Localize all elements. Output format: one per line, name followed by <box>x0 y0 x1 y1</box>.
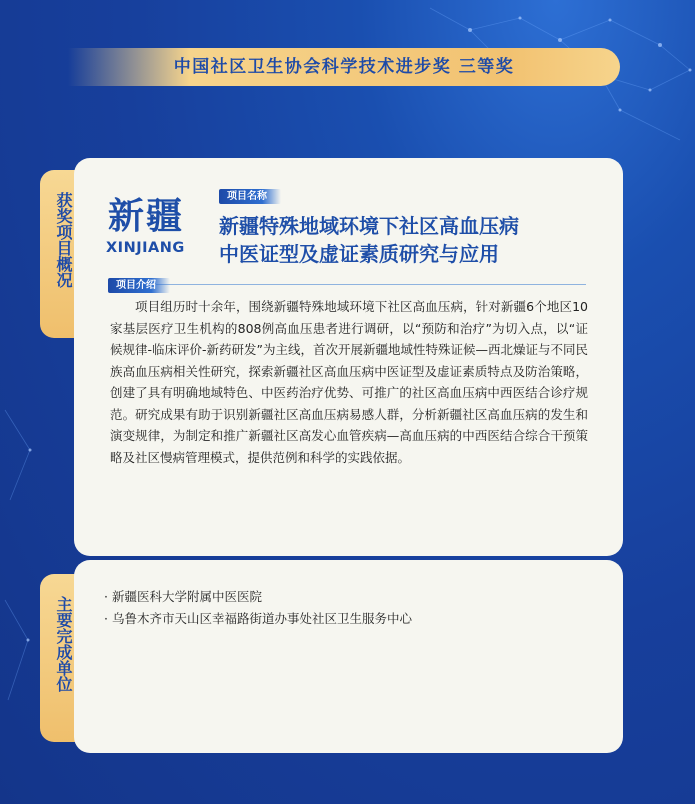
tab-units-label: 主要完成单位 <box>54 596 73 692</box>
project-title-line1: 新疆特殊地域环境下社区高血压病 <box>219 214 519 238</box>
award-banner <box>68 48 620 86</box>
list-item: · 新疆医科大学附属中医医院 <box>104 589 262 604</box>
project-intro-label: 项目介绍 <box>108 278 170 293</box>
project-name-label: 项目名称 <box>219 189 281 204</box>
project-title-line2: 中医证型及虚证素质研究与应用 <box>219 242 499 266</box>
units-card <box>74 560 623 753</box>
project-description: 项目组历时十余年，围绕新疆特殊地域环境下社区高血压病，针对新疆6个地区10家基层医疗卫生机构的808例高血压患者进行调研，以“预防和治疗”为切入点，以“证候规律-临床评价-新药研发”为主线，首次开展新疆地域性特殊证候—西北燥证与不同民族高血压病相关性研究，探索新疆社区高血压病中医证型及虚证素质特点及防治策略，创建了具有明确地域特色、中医药治疗优势、可推广的社区高血压病中西医结合诊疗规范。研究成果有助于识别新疆社区高血压病易感人群，分析新疆社区高血压病的发生和演变规律，为制定和推广新疆社区高发心血管疾病—高血压病的中西医结合综合干预策略及社区慢病管理模式，提供范例和科学的实践依据。 <box>110 299 588 465</box>
award-title: 中国社区卫生协会科学技术进步奖 三等奖 <box>173 57 515 77</box>
tab-overview-label: 获奖项目概况 <box>54 192 73 288</box>
overview-card <box>74 158 623 556</box>
units-list <box>104 586 412 630</box>
province-name-cn: 新疆 <box>108 196 185 237</box>
divider <box>108 284 586 285</box>
list-item: · 乌鲁木齐市天山区幸福路街道办事处社区卫生服务中心 <box>104 611 412 626</box>
province-name-en: XINJIANG <box>106 240 185 256</box>
